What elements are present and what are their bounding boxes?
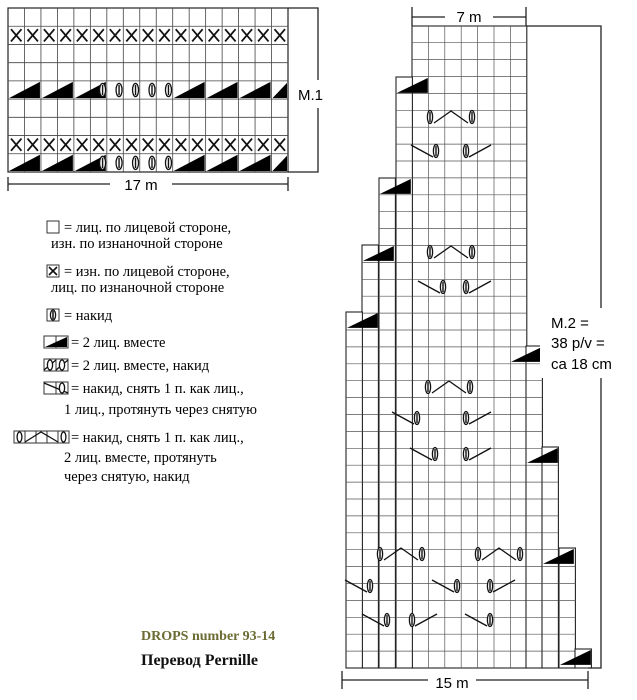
m2-band-1 xyxy=(396,77,412,668)
legend-item-yo-sk2po-yo xyxy=(14,430,244,485)
legend-k2tog-line-1: = 2 лиц. вместе xyxy=(71,335,166,351)
m2-band-4 xyxy=(346,312,362,668)
yarn-over-mark xyxy=(469,246,474,259)
yarn-over-mark xyxy=(469,111,474,124)
yarn-over-mark xyxy=(425,381,430,394)
yarn-over-mark xyxy=(463,281,468,294)
yarn-over-mark xyxy=(149,156,155,169)
yarn-over-mark xyxy=(433,145,438,158)
m1-width-dimension xyxy=(8,176,288,194)
m2-top-width-dimension xyxy=(412,6,526,26)
legend-k2tog-yo-line-1: = 2 лиц. вместе, накид xyxy=(71,358,210,374)
yarn-over-mark xyxy=(384,614,389,627)
legend-yo-sk2po-yo-line-2: 2 лиц. вместе, протянуть xyxy=(64,450,217,466)
yarn-over-mark xyxy=(409,614,414,627)
yarn-over-mark xyxy=(165,156,171,169)
legend xyxy=(14,220,257,485)
legend-item-k2tog xyxy=(44,335,165,351)
yarn-over-mark xyxy=(100,156,106,169)
yarn-over-mark xyxy=(463,145,468,158)
blank-square-icon xyxy=(47,221,59,233)
m2-size-label: ca 18 cm xyxy=(551,356,612,373)
legend-yo-line-1: = накид xyxy=(64,308,113,324)
m2-name-label: M.2 = xyxy=(551,315,589,332)
legend-item-yo-skpo xyxy=(44,381,257,418)
yarn-over-mark xyxy=(487,580,492,593)
legend-purl-line-1: = изн. по лицевой стороне, xyxy=(64,264,230,280)
legend-item-k2tog-yo xyxy=(44,358,210,374)
legend-purl-line-2: лиц. по изнаночной стороне xyxy=(51,280,225,296)
legend-knit-line-2: изн. по изнаночной стороне xyxy=(51,236,223,252)
yarn-over-mark xyxy=(440,281,445,294)
yarn-over-mark xyxy=(100,83,106,96)
m2-top-width-label: 7 m xyxy=(456,9,482,26)
yarn-over-mark xyxy=(133,156,139,169)
legend-yo-skpo-line-1: = накид, снять 1 п. как лиц., xyxy=(71,381,244,397)
yo-sk2po-yo-icon xyxy=(14,431,69,443)
k2tog-yo-icon xyxy=(44,359,68,371)
yarn-over-mark xyxy=(432,448,437,461)
translation-credit: Перевод Pernille xyxy=(141,652,259,669)
yarn-over-mark xyxy=(454,580,459,593)
m1-name-label: M.1 xyxy=(298,87,324,104)
legend-yo-skpo-line-2: 1 лиц., протянуть через снятую xyxy=(64,402,258,418)
m2-band-5 xyxy=(526,346,542,668)
yarn-over-mark xyxy=(427,246,432,259)
yarn-over-mark xyxy=(367,580,372,593)
yarn-over-mark xyxy=(133,83,139,96)
yo-skpo-icon xyxy=(44,382,68,394)
yarn-over-mark xyxy=(467,381,472,394)
legend-item-yo xyxy=(47,308,113,324)
yarn-over-mark xyxy=(377,548,382,561)
yarn-over-mark xyxy=(165,83,171,96)
yarn-over-mark xyxy=(463,448,468,461)
m2-band-6 xyxy=(542,447,558,668)
m1-chart-grid xyxy=(8,8,288,172)
yarn-over-icon xyxy=(47,309,59,321)
pattern-number: DROPS number 93-14 xyxy=(141,629,276,644)
m2-rows-label: 38 p/v = xyxy=(551,335,605,352)
legend-knit-line-1: = лиц. по лицевой стороне, xyxy=(64,220,232,236)
yarn-over-mark xyxy=(116,156,122,169)
m1-height-bracket xyxy=(288,8,340,172)
legend-yo-sk2po-yo-line-1: = накид, снять 1 п. как лиц., xyxy=(71,430,244,446)
legend-item-knit xyxy=(47,220,231,252)
yarn-over-mark xyxy=(149,83,155,96)
yarn-over-mark xyxy=(463,412,468,425)
yarn-over-mark xyxy=(475,548,480,561)
cross-square-icon xyxy=(47,265,59,277)
k2tog-icon xyxy=(44,336,68,348)
yarn-over-mark xyxy=(427,111,432,124)
yarn-over-mark xyxy=(116,83,122,96)
m1-grid-lines xyxy=(8,8,288,172)
yarn-over-mark xyxy=(487,614,492,627)
legend-yo-sk2po-yo-line-3: через снятую, накид xyxy=(64,469,190,485)
m2-bottom-width-label: 15 m xyxy=(435,675,469,692)
legend-item-purl xyxy=(47,264,230,296)
m2-band-3 xyxy=(362,245,378,668)
yarn-over-mark xyxy=(414,412,419,425)
yarn-over-mark xyxy=(419,548,424,561)
m2-band-7 xyxy=(559,548,575,668)
yarn-over-mark xyxy=(517,548,522,561)
m2-bottom-width-dimension xyxy=(342,671,588,692)
m1-width-label: 17 m xyxy=(124,177,158,194)
